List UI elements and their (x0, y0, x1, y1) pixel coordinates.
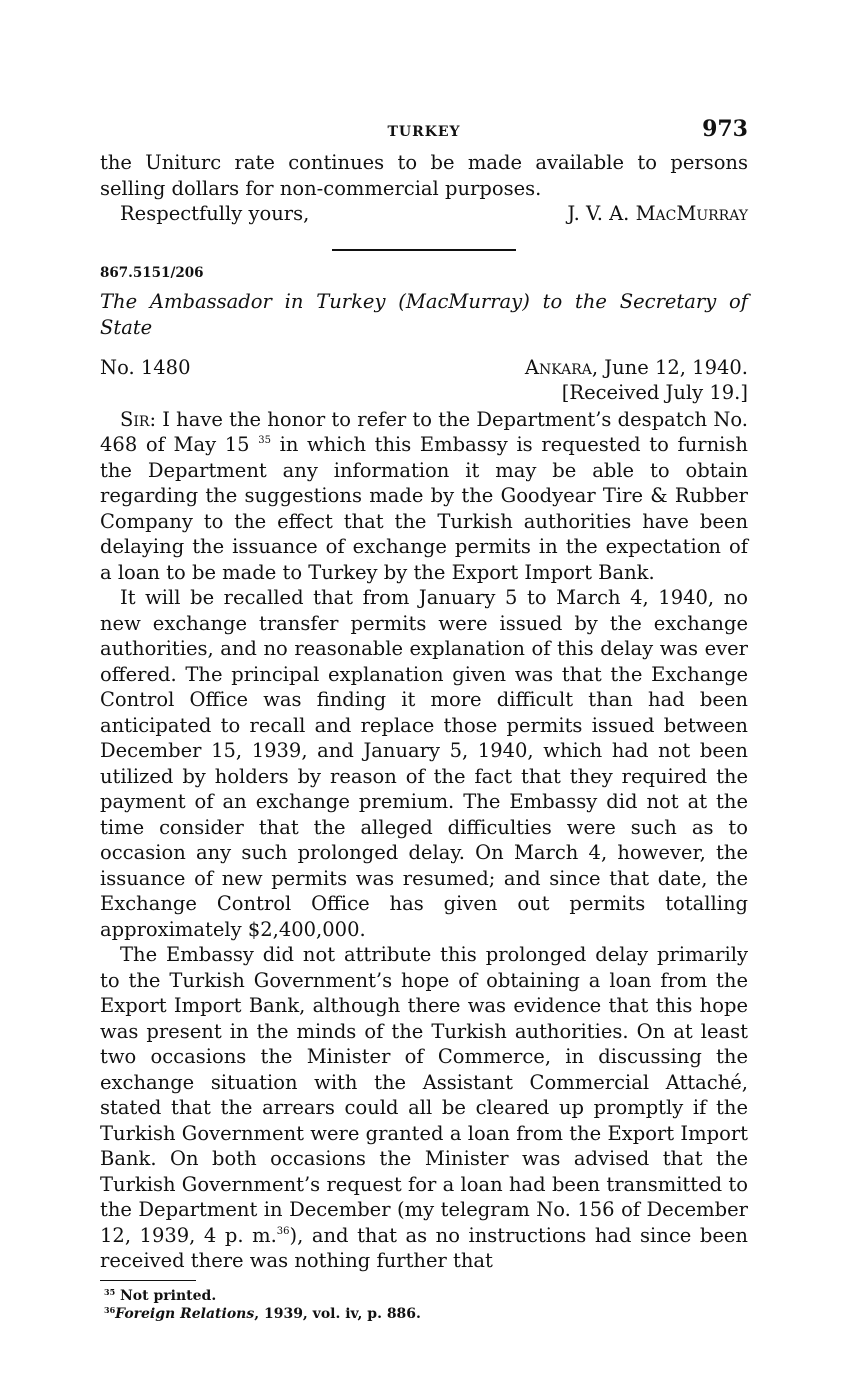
salutation: Sir (120, 407, 150, 431)
closing-line (100, 201, 748, 227)
received-date: [Received July 19.] (561, 380, 748, 404)
carryover-paragraph: the Uniturc rate continues to be made available to persons selling dollars for non-commercial purposes. (100, 151, 748, 200)
footnote-35: $^{35}$ Not printed. (104, 1286, 217, 1304)
despatch-number: No. 1480 (100, 355, 191, 379)
footnote-rule (100, 1280, 196, 1281)
body-paragraph-3: The Embassy did not attribute this prolonged delay primarily to the Turkish Government’s hope of obtaining a loan from the Export Import Bank, although there was evidence that this hope was present in the minds of the Turkish authorities. On at least two occasions the Minister of Commerce, in discussing the exchange situation with the Assistant Commercial Attaché, stated that the arrears could all be cleared up promptly if the Turkish Government were granted a loan from the Export Import Bank. On both occasions the Minister was advised that the Turkish Government’s request for a loan had been transmitted to the Department in December (my telegram No. 156 of December 12, 1939, 4 p. m.$^{36}$), and that as no instructions had since been received there was nothing further that (100, 943, 748, 1272)
footnote-ref-36: 36 (276, 1225, 290, 1237)
file-number: 867.5151/206 (100, 264, 204, 281)
section-separator (332, 249, 516, 251)
running-title: TURKEY (387, 124, 461, 140)
signature: J. V. A. MacMurray (567, 202, 748, 225)
place-date (525, 355, 748, 381)
document-title: The Ambassador in Turkey (MacMurray) to the Secretary of State (100, 289, 748, 339)
place-name: Ankara (524, 355, 592, 379)
body-paragraph-2: It will be recalled that from January 5 to March 4, 1940, no new exchange transfer permits were issued by the exchange authorities, and no reasonable explanation of this delay was ever offered. The principal explanation given was that the Exchange Control Office was finding it more difficult than had been anticipated to recall and replace those permits issued between December 15, 1939, and January 5, 1940, which had not been utilized by holders by reason of the fact that they required the payment of an exchange premium. The Embassy did not at the time consider that the alleged difficulties were such as to occasion any such prolonged delay. On March 4, however, the issuance of new permits was resumed; and since that date, the Exchange Control Office has given out permits totalling approximately $2,400,000. (100, 586, 748, 941)
footnote-ref-35: 35 (258, 435, 271, 446)
publication-title: Foreign Relations (115, 1305, 255, 1322)
footnote-36: $^{36}$Foreign Relations, 1939, vol. iv, p. 886. (104, 1304, 421, 1322)
date: , June 12, 1940. (591, 355, 748, 379)
running-header (100, 110, 748, 150)
document-page (100, 110, 748, 1323)
body-paragraph-1: Sir: I have the honor to refer to the Department’s despatch No. 468 of May 15 $^{35}$ in which this Embassy is requested to furnish the Department any information it may be able to obtain regarding the suggestions made by the Goodyear Tire & Rubber Company to the effect that the Turkish authorities have been delaying the issuance of exchange permits in the expectation of a loan to be made to Turkey by the Export Import Bank. (100, 407, 748, 584)
signature-name: MacMurray (635, 202, 748, 225)
page-number: 973 (702, 116, 748, 142)
dateline (100, 355, 748, 407)
closing-phrase: Respectfully yours, (120, 202, 310, 225)
